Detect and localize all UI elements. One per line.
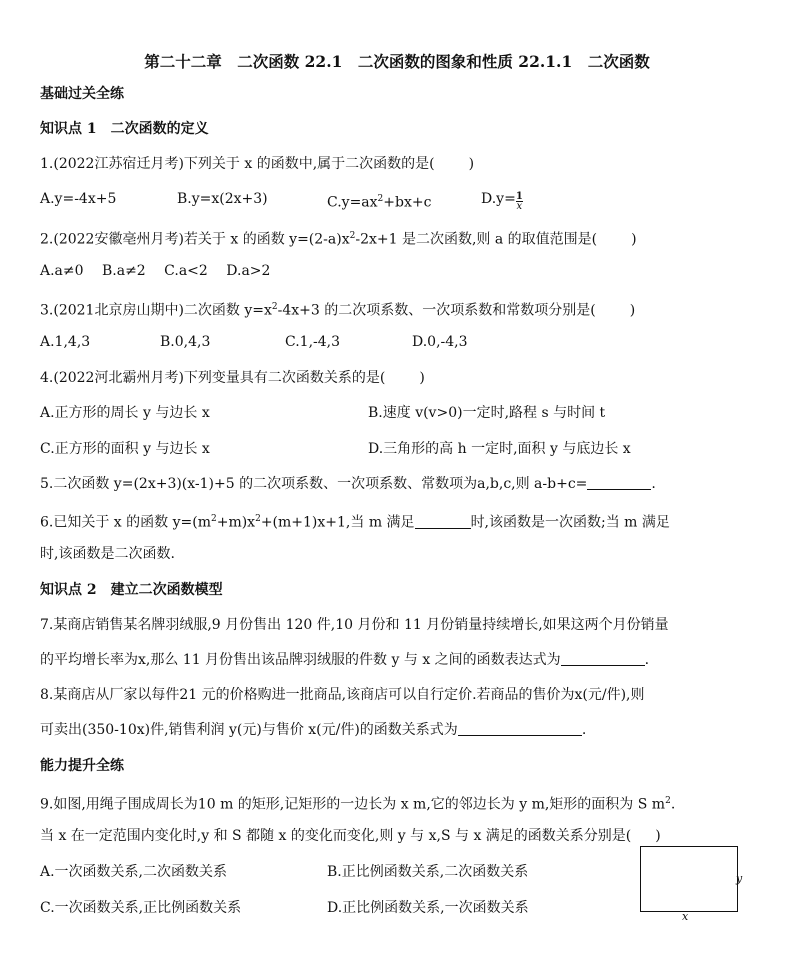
question-1-option-d: D.y= $\frac{1}{x}$ [481,191,523,212]
question-9-option-a: A.一次函数关系,二次函数关系 [40,864,228,880]
section-heading-basic: 基础过关全练 [40,86,124,102]
question-4-option-a: A.正方形的周长 y 与边长 x [40,405,210,421]
answer-blank [458,721,582,736]
fraction-one-over-x: $\frac{1}{x}$ [515,191,523,212]
question-3-option-b: B.0,4,3 [160,334,211,350]
question-8-line-1: 8.某商店从厂家以每件21 元的价格购进一批商品,该商店可以自行定价.若商品的售价为x(元/件),则 [40,687,645,703]
page-title: 第二十二章 二次函数 22.1 二次函数的图象和性质 22.1.1 二次函数 [144,52,650,71]
question-1-option-a: A.y=-4x+5 [40,191,117,207]
question-7-line-2: 的平均增长率为x,那么 11 月份售出该品牌羽绒服的件数 y 与 x 之间的函数表达式为 . [40,652,650,668]
figure-label-y: y [736,872,743,885]
answer-blank [587,475,651,490]
question-7-line-1: 7.某商店销售某名牌羽绒服,9 月份售出 120 件,10 月份和 11 月份销量持续增长,如果这两个月份销量 [40,617,669,633]
question-4-option-b: B.速度 v(v>0)一定时,路程 s 与时间 t [368,405,606,421]
question-3-option-c: C.1,-4,3 [285,334,341,350]
question-1-option-b: B.y=x(2x+3) [177,191,268,207]
question-4-stem: 4.(2022河北霸州月考)下列变量具有二次函数关系的是( ) [40,370,425,386]
section-heading-ability: 能力提升全练 [40,758,124,774]
question-6-line-2: 时,该函数是二次函数. [40,546,175,562]
question-4-option-c: C.正方形的面积 y 与边长 x [40,441,210,457]
question-5: 5.二次函数 y=(2x+3)(x-1)+5 的二次项系数、一次项系数、常数项为a,b,c,则 a-b+c= . [40,476,656,492]
question-2-stem: 2.(2022安徽亳州月考)若关于 x 的函数 $y=(2-a)x^2-2x+1$ 是二次函数,则 a 的取值范围是( ) [40,231,637,248]
knowledge-point-1-heading: 知识点 1 二次函数的定义 [40,121,209,137]
question-3-option-d: D.0,-4,3 [412,334,468,350]
question-9-option-b: B.正比例函数关系,二次函数关系 [327,864,529,880]
answer-blank [415,514,471,529]
question-9-option-c: C.一次函数关系,正比例函数关系 [40,900,242,916]
knowledge-point-2-heading: 知识点 2 建立二次函数模型 [40,582,223,598]
question-3-option-a: A.1,4,3 [40,334,91,350]
question-3-stem: 3.(2021北京房山期中)二次函数 $y=x^2-4x+3$ 的二次项系数、一次项系数和常数项分别是( ) [40,302,636,319]
question-9-line-2: 当 x 在一定范围内变化时,y 和 S 都随 x 的变化而变化,则 y 与 x,S 与 x 满足的函数关系分别是( ) [40,828,661,844]
question-8-line-2: 可卖出(350-10x)件,销售利润 y(元)与售价 x(元/件)的函数关系式为 . [40,722,587,738]
question-4-option-d: D.三角形的高 h 一定时,面积 y 与底边长 x [368,441,631,457]
question-1-option-c: $C.y=ax^2+bx+c$ [327,194,432,211]
question-6-line-1: 6.已知关于 x 的函数 $y=(m^2+m)x^2+(m+1)x+1$,当 m 满足 时,该函数是一次函数;当 m 满足 [40,514,670,531]
question-2-options: A.a≠0 B.a≠2 C.a<2 D.a>2 [40,263,271,279]
answer-blank [561,651,645,666]
question-1-stem: 1.(2022江苏宿迁月考)下列关于 x 的函数中,属于二次函数的是( ) [40,156,475,172]
question-9-option-d: D.正比例函数关系,一次函数关系 [327,900,529,916]
question-9-line-1: 9.如图,用绳子围成周长为10 m 的矩形,记矩形的一边长为 x m,它的邻边长为 y m,矩形的面积为 S $m^2$. [40,796,676,813]
rectangle-figure [640,846,738,912]
figure-label-x: x [682,910,689,923]
